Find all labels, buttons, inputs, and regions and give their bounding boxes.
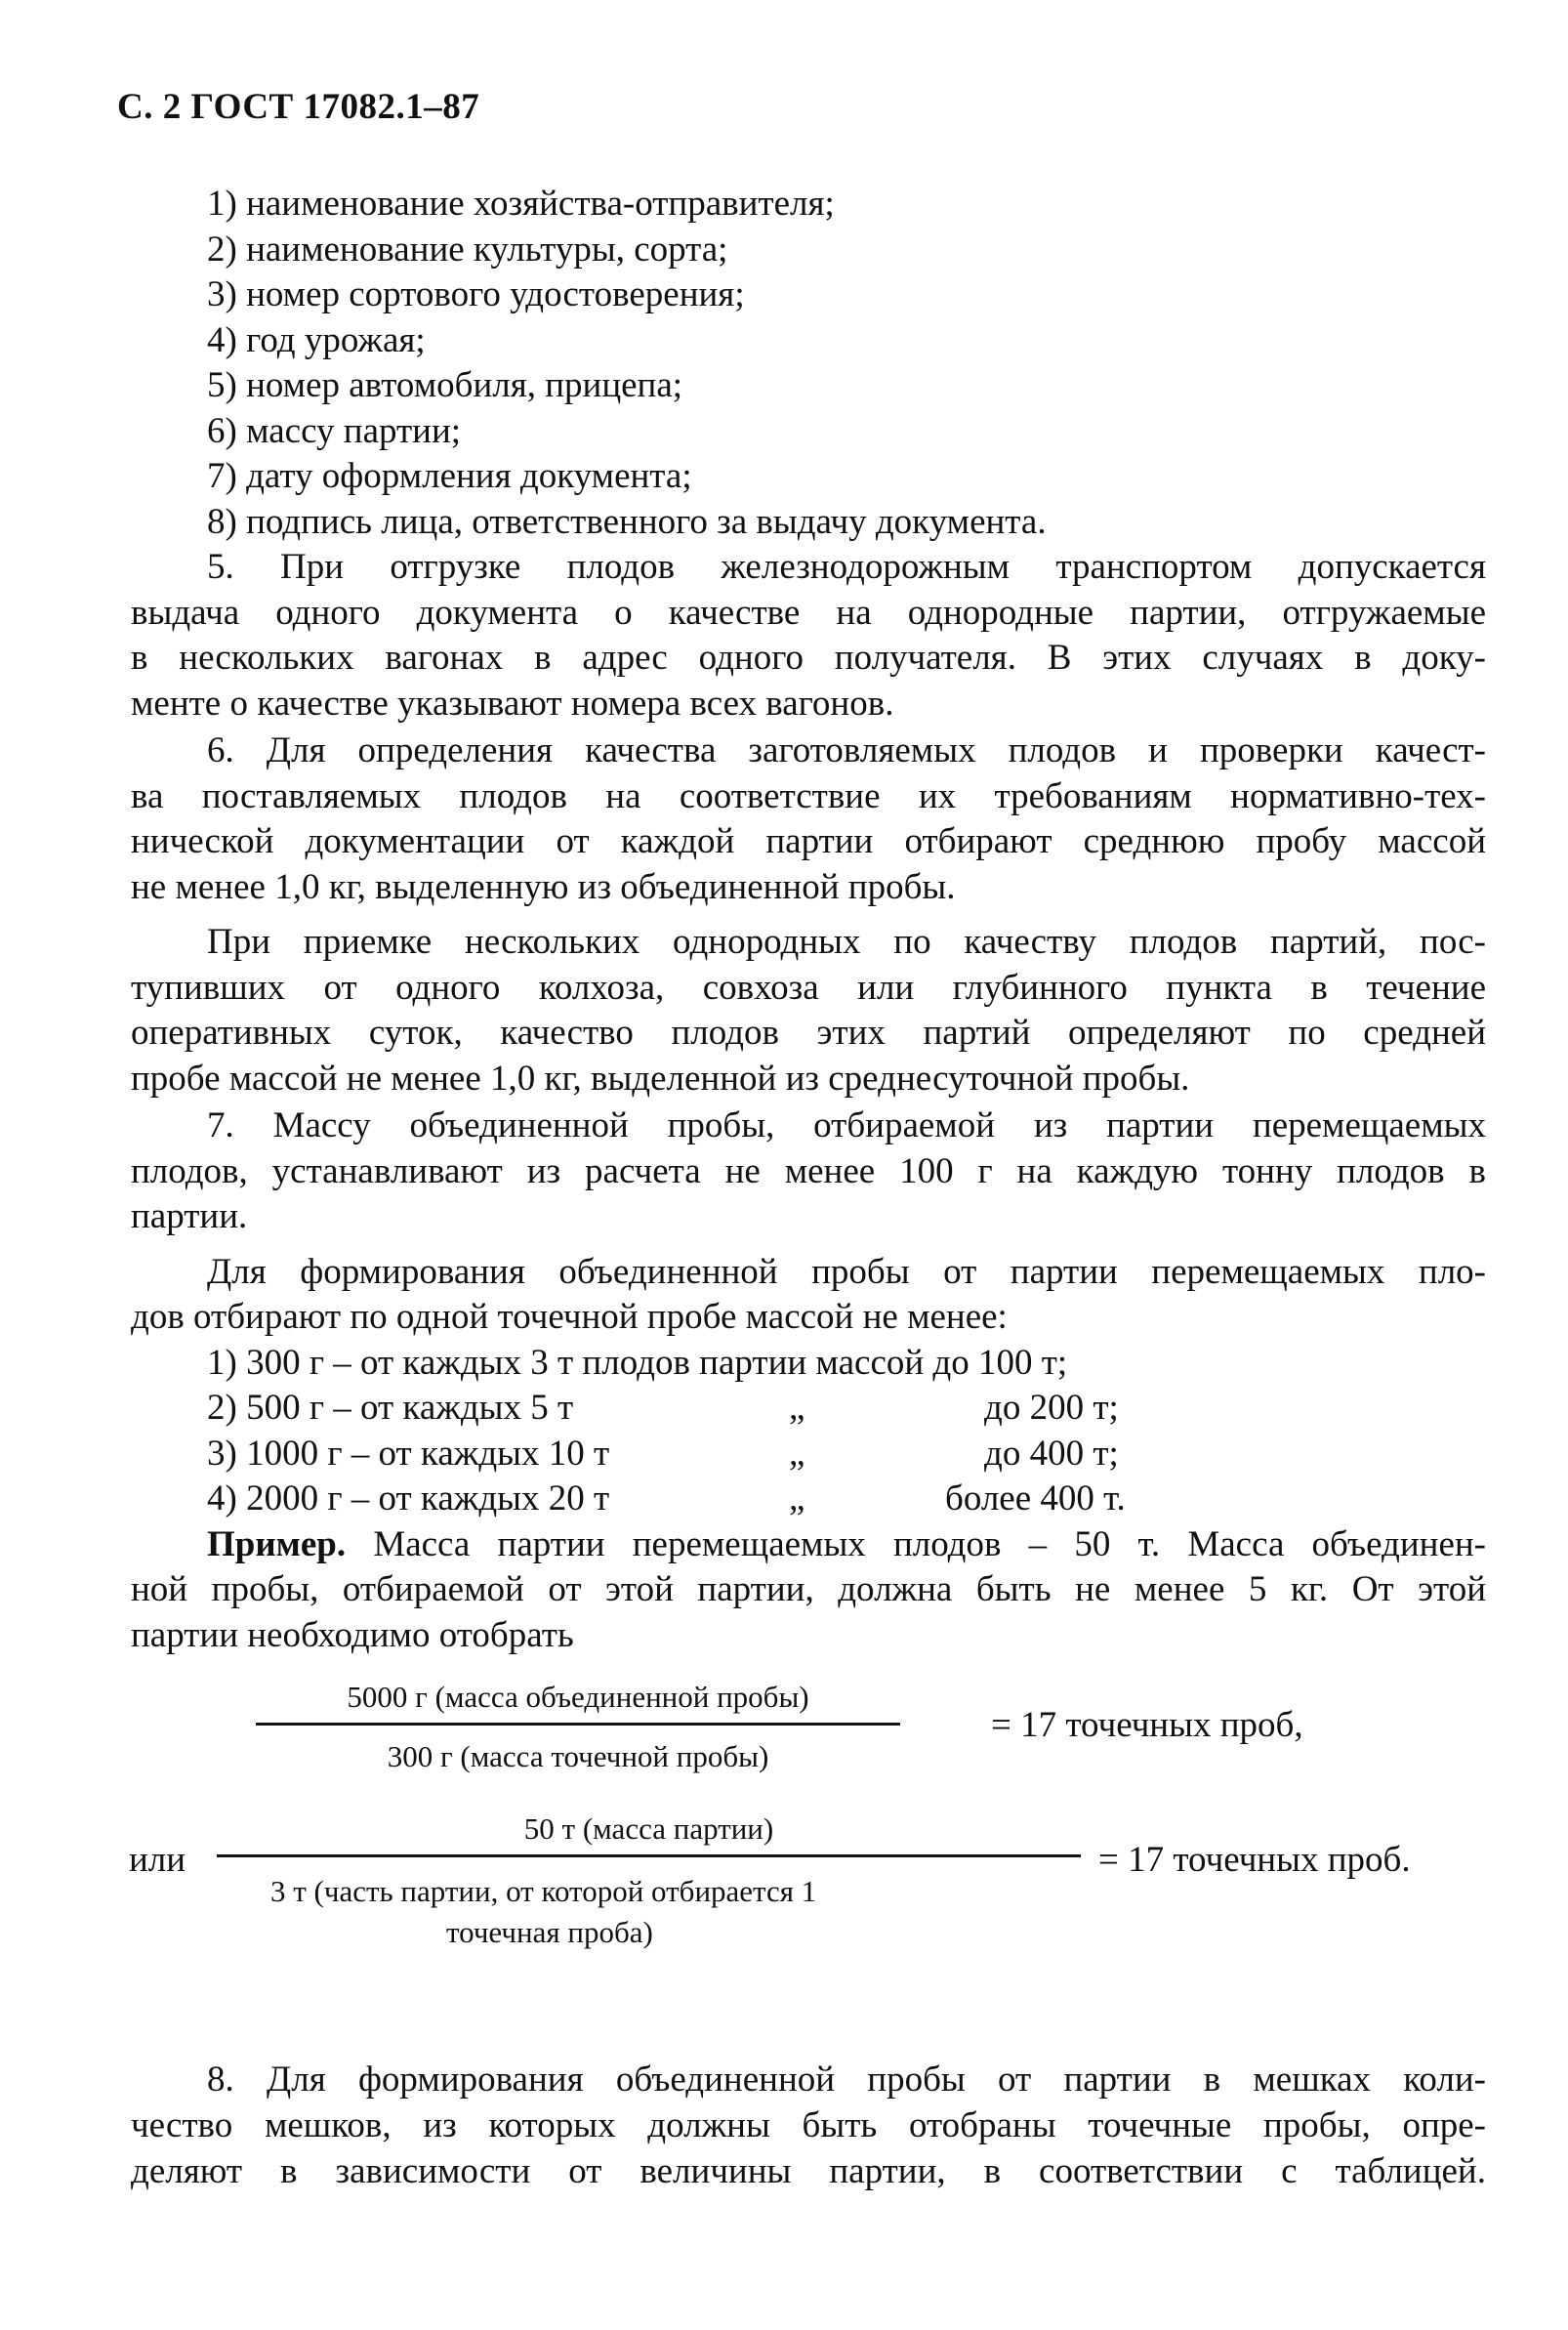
sampling-amount: 4) 2000 г – от каждых 20 т bbox=[207, 1478, 610, 1519]
sampling-row bbox=[207, 1341, 1486, 1387]
formula-1-result: = 17 точечных проб, bbox=[991, 1705, 1303, 1745]
list-item: 2) наименование культуры, сорта; bbox=[207, 229, 728, 270]
text-line: Для формирования объединенной пробы от партии перемещаемых пло- bbox=[207, 1251, 1486, 1292]
sampling-list bbox=[131, 1341, 1486, 1522]
text-line: деляют в зависимости от величины партии, в соответствии с таблицей. bbox=[131, 2151, 1486, 2191]
document-list bbox=[207, 182, 1486, 545]
paragraph-5 bbox=[131, 545, 1486, 727]
sampling-row bbox=[207, 1477, 1486, 1522]
paragraphs-block bbox=[131, 545, 1486, 1658]
text-line: дов отбирают по одной точечной пробе массой не менее: bbox=[131, 1297, 1008, 1337]
example-text: Масса партии перемещаемых плодов – 50 т. Масса объединен- bbox=[346, 1523, 1486, 1564]
sampling-amount: 1) 300 г – от каждых 3 т плодов партии массой до 100 т; bbox=[207, 1342, 1068, 1383]
formula-2-prefix: или bbox=[129, 1840, 186, 1880]
text-line bbox=[131, 1522, 1486, 1568]
sampling-amount: 2) 500 г – от каждых 5 т bbox=[207, 1388, 574, 1428]
example-paragraph bbox=[131, 1522, 1486, 1659]
formula-1-numerator: 5000 г (масса объединенной пробы) bbox=[256, 1680, 900, 1726]
sampling-amount: 3) 1000 г – от каждых 10 т bbox=[207, 1433, 610, 1474]
text-line: плодов, устанавливают из расчета не менее 100 г на каждую тонну плодов в bbox=[131, 1150, 1486, 1191]
text-line: ной пробы, отбираемой от этой партии, должна быть не менее 5 кг. От этой bbox=[131, 1569, 1486, 1609]
formula-2-denominator-line: точечная проба) bbox=[446, 1915, 653, 1949]
formula-2-denominator bbox=[217, 1857, 1081, 1953]
sampling-ditto: „ bbox=[789, 1433, 805, 1474]
list-item: 7) дату оформления документа; bbox=[207, 456, 692, 496]
sampling-row bbox=[207, 1432, 1486, 1477]
formula-1-denominator: 300 г (масса точечной пробы) bbox=[387, 1739, 769, 1773]
text-line: 6. Для определения качества заготовляемых плодов и проверки качест- bbox=[207, 730, 1486, 770]
text-line: выдача одного документа о качестве на однородные партии, отгружаемые bbox=[131, 592, 1486, 633]
list-item: 6) массу партии; bbox=[207, 410, 462, 451]
text-line: оперативных суток, качество плодов этих партий определяют по средней bbox=[131, 1013, 1486, 1053]
formula-1 bbox=[256, 1680, 900, 1774]
text-line: 5. При отгрузке плодов железнодорожным транспортом допускается bbox=[207, 547, 1486, 587]
list-item: 3) номер сортового удостоверения; bbox=[207, 274, 745, 314]
paragraph-6b bbox=[131, 920, 1486, 1102]
sampling-limit: до 400 т; bbox=[984, 1433, 1119, 1474]
text-line: 7. Массу объединенной пробы, отбираемой из партии перемещаемых bbox=[207, 1105, 1486, 1145]
text-line: нической документации от каждой партии отбирают среднюю пробу массой bbox=[131, 821, 1486, 861]
formula-2 bbox=[217, 1811, 1081, 1953]
sampling-ditto: „ bbox=[789, 1478, 805, 1519]
formula-2-numerator: 50 т (масса партии) bbox=[217, 1811, 1081, 1857]
document-body bbox=[207, 182, 1486, 545]
paragraph-7 bbox=[131, 1103, 1486, 1240]
page-header: С. 2 ГОСТ 17082.1–87 bbox=[117, 87, 480, 127]
list-item: 4) год урожая; bbox=[207, 319, 426, 360]
text-line: При приемке нескольких однородных по качеству плодов партий, пос- bbox=[207, 922, 1486, 962]
list-item: 1) наименование хозяйства-отправителя; bbox=[207, 184, 835, 224]
paragraph-8 bbox=[131, 2057, 1486, 2194]
sampling-limit: более 400 т. bbox=[945, 1478, 1126, 1519]
text-line: пробе массой не менее 1,0 кг, выделенной из среднесуточной пробы. bbox=[131, 1058, 1190, 1099]
text-line: партии необходимо отобрать bbox=[131, 1614, 574, 1655]
sampling-row bbox=[207, 1386, 1486, 1432]
text-line: партии. bbox=[131, 1196, 248, 1236]
list-item: 8) подпись лица, ответственного за выдачу документа. bbox=[207, 501, 1047, 542]
example-label: Пример. bbox=[207, 1523, 347, 1564]
formula-2-denominator-line: 3 т (часть партии, от которой отбирается 1 bbox=[270, 1874, 817, 1908]
sampling-ditto: „ bbox=[789, 1388, 805, 1428]
text-line: не менее 1,0 кг, выделенную из объединенной пробы. bbox=[131, 866, 956, 907]
text-line: тупивших от одного колхоза, совхоза или глубинного пункта в течение bbox=[131, 967, 1486, 1008]
paragraph-6 bbox=[131, 728, 1486, 910]
text-line: в нескольких вагонах в адрес одного получателя. В этих случаях в доку- bbox=[131, 638, 1486, 678]
formula-2-result: = 17 точечных проб. bbox=[1098, 1840, 1411, 1880]
list-item: 5) номер автомобиля, прицепа; bbox=[207, 365, 683, 405]
text-line: чество мешков, из которых должны быть отобраны точечные пробы, опре- bbox=[131, 2105, 1486, 2145]
text-line: менте о качестве указывают номера всех вагонов. bbox=[131, 683, 894, 724]
sampling-limit: до 200 т; bbox=[984, 1388, 1119, 1428]
text-line: ва поставляемых плодов на соответствие их требованиям нормативно-тех- bbox=[131, 775, 1486, 816]
text-line: 8. Для формирования объединенной пробы от партии в мешках коли- bbox=[207, 2060, 1486, 2100]
paragraph-7b bbox=[131, 1250, 1486, 1341]
